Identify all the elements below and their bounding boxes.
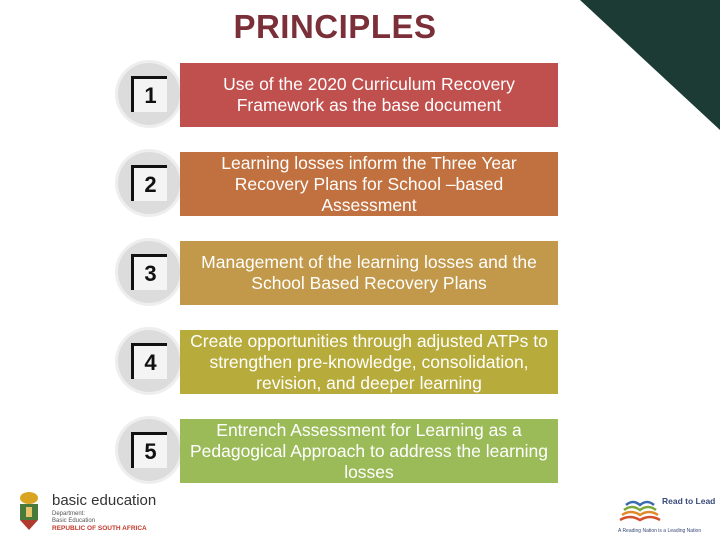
number-label: 1 xyxy=(131,76,167,112)
logo-tagline: A Reading Nation is a Leading Nation xyxy=(618,528,702,534)
logo-name: basic education xyxy=(52,492,157,509)
number-badge xyxy=(118,330,180,392)
logo-name: Read to Lead xyxy=(662,496,716,506)
principle-text: Create opportunities through adjusted ATPs to strengthen pre-knowledge, consolidation, revision, and deeper learning xyxy=(190,330,548,393)
page-title: PRINCIPLES xyxy=(233,8,437,45)
number-label: 4 xyxy=(131,343,167,379)
principle-text-box xyxy=(180,63,558,127)
logo-line-2: Basic Education xyxy=(52,518,96,524)
coat-of-arms-icon xyxy=(12,490,46,532)
book-icon xyxy=(618,492,662,528)
principle-text-box xyxy=(180,241,558,305)
read-to-lead-logo xyxy=(610,486,720,540)
principle-text: Management of the learning losses and the School Based Recovery Plans xyxy=(201,252,537,293)
number-badge xyxy=(118,419,180,481)
number-badge xyxy=(118,63,180,125)
principle-text-box xyxy=(180,152,558,216)
number-badge xyxy=(118,152,180,214)
number-label: 3 xyxy=(131,254,167,290)
number-badge xyxy=(118,241,180,303)
basic-education-logo xyxy=(12,488,182,536)
principle-text-box xyxy=(180,419,558,483)
number-label: 5 xyxy=(131,432,167,468)
number-label: 2 xyxy=(131,165,167,201)
logo-line-3: REPUBLIC OF SOUTH AFRICA xyxy=(52,525,147,532)
principle-text: Entrench Assessment for Learning as a Pedagogical Approach to address the learning losses xyxy=(189,419,549,482)
principle-text-box xyxy=(180,330,558,394)
principle-text: Learning losses inform the Three Year Recovery Plans for School –based Assessment xyxy=(221,152,517,215)
logo-line-1: Department: xyxy=(52,511,86,517)
principle-text: Use of the 2020 Curriculum Recovery Framework as the base document xyxy=(223,74,515,115)
